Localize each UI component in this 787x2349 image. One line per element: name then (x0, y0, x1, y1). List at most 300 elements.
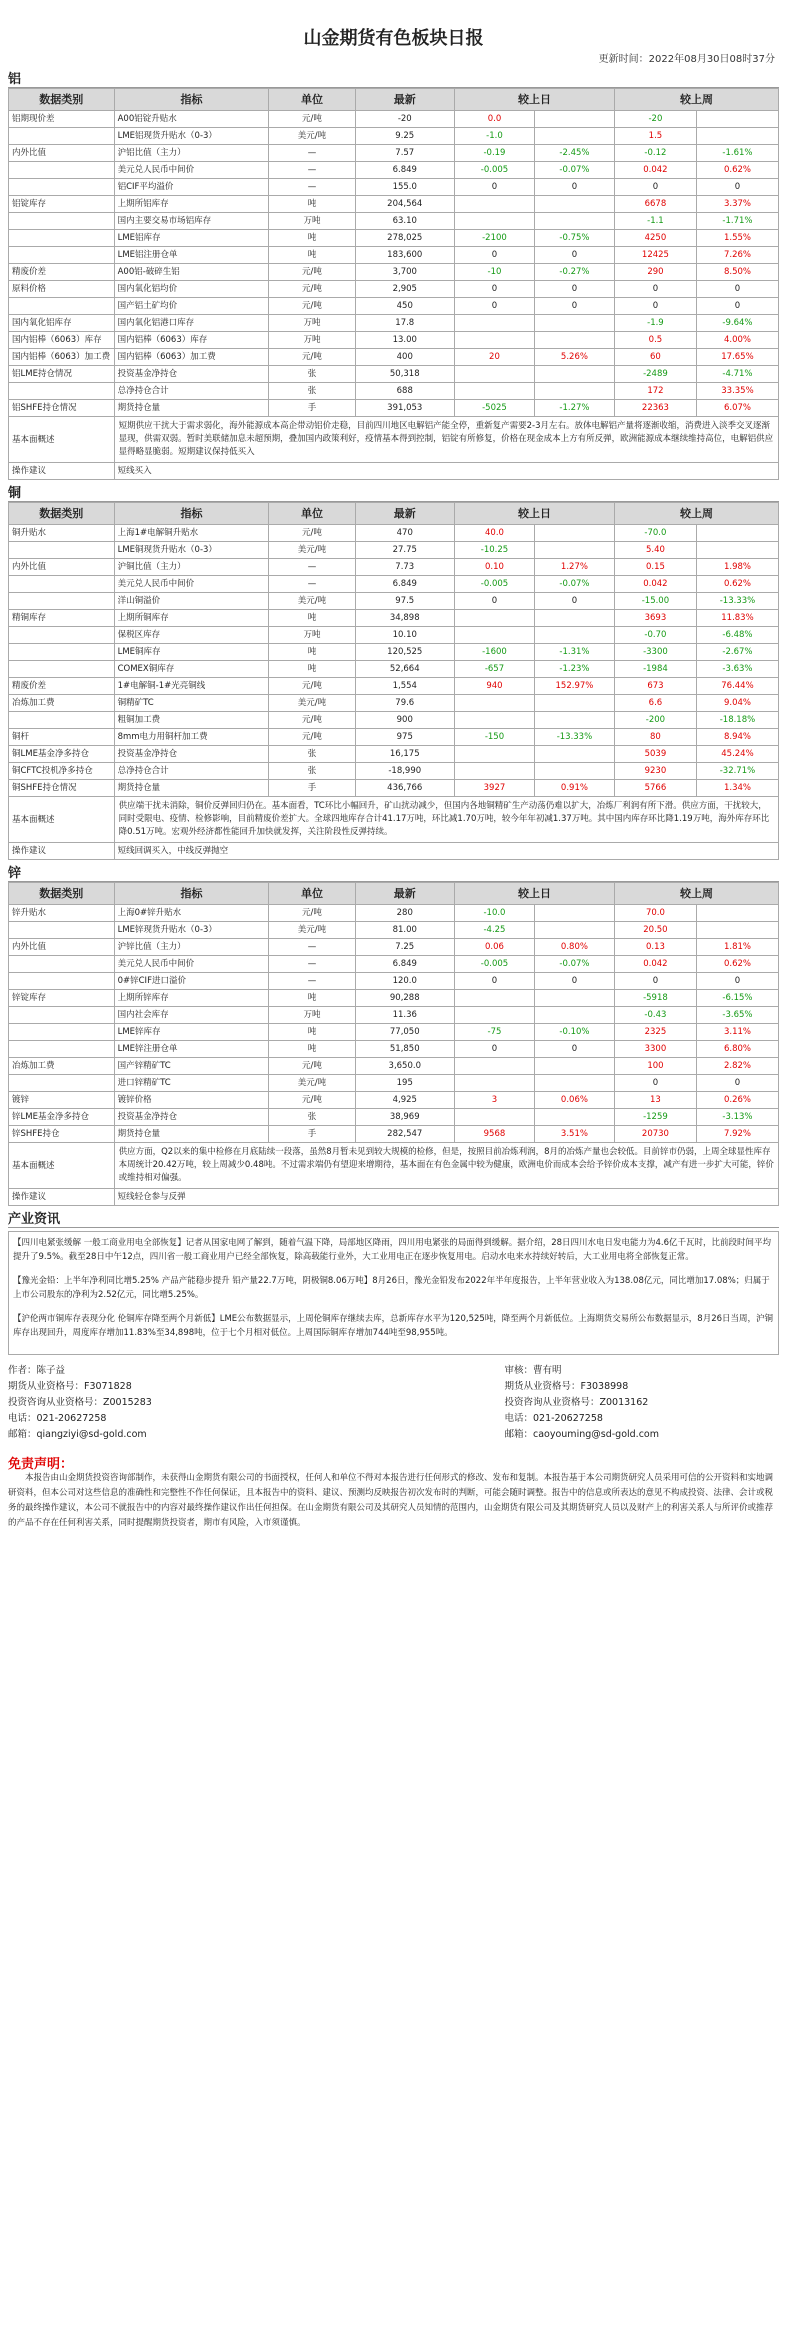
cell-latest: 204,564 (355, 196, 454, 213)
cell-unit: 元/吨 (269, 678, 355, 695)
cell-d1: -0.005 (454, 162, 534, 179)
cell-d2: -0.07% (534, 576, 614, 593)
cell-d2 (534, 1075, 614, 1092)
data-table (8, 88, 779, 480)
cell-d2: 152.97% (534, 678, 614, 695)
cell-w1: 0.042 (614, 576, 696, 593)
cell-d2 (534, 1058, 614, 1075)
cell-w2: 11.83% (696, 610, 778, 627)
cell-d2 (534, 315, 614, 332)
cell-w1: -1984 (614, 661, 696, 678)
cell-unit: 万吨 (269, 213, 355, 230)
advice-text: 短线回调买入，中线反弹抛空 (114, 843, 778, 860)
cell-latest: 7.73 (355, 559, 454, 576)
cell-d1: -0.005 (454, 576, 534, 593)
cell-d1 (454, 695, 534, 712)
cell-unit: 吨 (269, 1024, 355, 1041)
cell-unit: 吨 (269, 247, 355, 264)
cell-w2: -1.61% (696, 145, 778, 162)
cell-cat (9, 383, 115, 400)
cell-latest: 450 (355, 298, 454, 315)
cell-d1: -657 (454, 661, 534, 678)
cell-latest: 688 (355, 383, 454, 400)
cell-latest: 90,288 (355, 990, 454, 1007)
cell-w1: 6678 (614, 196, 696, 213)
cell-latest: 38,969 (355, 1109, 454, 1126)
cell-w1: 20.50 (614, 922, 696, 939)
cell-cat (9, 179, 115, 196)
cell-w2: -13.33% (696, 593, 778, 610)
cell-d2: -0.07% (534, 956, 614, 973)
cell-cat: 铜LME基金净多持仓 (9, 746, 115, 763)
cell-ind: LME铝库存 (114, 230, 269, 247)
cell-latest: 9.25 (355, 128, 454, 145)
cell-cat: 镀锌 (9, 1092, 115, 1109)
cell-unit: 美元/吨 (269, 593, 355, 610)
cell-w1: -70.0 (614, 525, 696, 542)
cell-d2 (534, 712, 614, 729)
cell-w1: 5039 (614, 746, 696, 763)
cell-d1: 0 (454, 593, 534, 610)
cell-cat (9, 213, 115, 230)
column-header: 数据类别 (9, 503, 115, 525)
table-row (9, 264, 779, 281)
column-header: 指标 (114, 89, 269, 111)
cell-cat: 内外比值 (9, 145, 115, 162)
cell-unit: 美元/吨 (269, 695, 355, 712)
cell-cat: 精铜库存 (9, 610, 115, 627)
table-row (9, 661, 779, 678)
cell-d1 (454, 1007, 534, 1024)
column-header: 较上日 (454, 503, 614, 525)
cell-w2: 0 (696, 973, 778, 990)
cell-cat: 冶炼加工费 (9, 695, 115, 712)
cell-d1 (454, 990, 534, 1007)
cell-ind: LME锌库存 (114, 1024, 269, 1041)
cell-w2 (696, 922, 778, 939)
cell-cat: 精废价差 (9, 678, 115, 695)
table-row (9, 593, 779, 610)
disclaimer-title: 免责声明： (8, 1457, 74, 1472)
cell-cat (9, 593, 115, 610)
cell-ind: 投资基金净持仓 (114, 366, 269, 383)
cell-w2: -4.71% (696, 366, 778, 383)
cell-w2: -2.67% (696, 644, 778, 661)
cell-w2: 0 (696, 281, 778, 298)
cell-w1: 3300 (614, 1041, 696, 1058)
cell-latest: 34,898 (355, 610, 454, 627)
cell-d1: -10.25 (454, 542, 534, 559)
cell-w1: 1.5 (614, 128, 696, 145)
cell-w2: 9.04% (696, 695, 778, 712)
cell-d1: 0 (454, 247, 534, 264)
column-header: 单位 (269, 503, 355, 525)
cell-d2: 1.27% (534, 559, 614, 576)
cell-latest: 77,050 (355, 1024, 454, 1041)
author-line: 期货从业资格号：F3071828 (8, 1381, 132, 1392)
cell-latest: 183,600 (355, 247, 454, 264)
cell-w1: 60 (614, 349, 696, 366)
cell-w1: 4250 (614, 230, 696, 247)
cell-w1: 2325 (614, 1024, 696, 1041)
cell-d2 (534, 542, 614, 559)
table-row (9, 644, 779, 661)
cell-w2: -1.71% (696, 213, 778, 230)
cell-d2 (534, 128, 614, 145)
table-row (9, 1007, 779, 1024)
cell-unit: 元/吨 (269, 111, 355, 128)
cell-unit: — (269, 973, 355, 990)
cell-cat: 铜CFTC投机净多持仓 (9, 763, 115, 780)
cell-w2: 4.00% (696, 332, 778, 349)
cell-ind: LME锌现货升贴水（0-3） (114, 922, 269, 939)
cell-d2: 0 (534, 973, 614, 990)
table-row (9, 627, 779, 644)
cell-cat (9, 542, 115, 559)
table-row (9, 111, 779, 128)
column-header: 指标 (114, 883, 269, 905)
cell-latest: 7.57 (355, 145, 454, 162)
cell-cat: 国内氧化铝库存 (9, 315, 115, 332)
cell-cat (9, 1007, 115, 1024)
cell-ind: 美元兑人民币中间价 (114, 956, 269, 973)
cell-w1: 0 (614, 179, 696, 196)
cell-d1 (454, 610, 534, 627)
cell-w2: -3.13% (696, 1109, 778, 1126)
cell-d1: -1.0 (454, 128, 534, 145)
cell-ind: 国内铝棒（6063）库存 (114, 332, 269, 349)
cell-cat: 锌升贴水 (9, 905, 115, 922)
table-row (9, 332, 779, 349)
cell-ind: 投资基金净持仓 (114, 1109, 269, 1126)
news-box (8, 1231, 779, 1355)
cell-w2: 2.82% (696, 1058, 778, 1075)
cell-w2 (696, 905, 778, 922)
cell-w2 (696, 128, 778, 145)
cell-unit: 吨 (269, 196, 355, 213)
column-header: 指标 (114, 503, 269, 525)
cell-ind: A00铝锭升贴水 (114, 111, 269, 128)
cell-ind: 国产锌精矿TC (114, 1058, 269, 1075)
cell-latest: 1,554 (355, 678, 454, 695)
table-row (9, 247, 779, 264)
cell-d1: -75 (454, 1024, 534, 1041)
cell-d2 (534, 111, 614, 128)
cell-w2: 0 (696, 298, 778, 315)
cell-w2: 7.92% (696, 1126, 778, 1143)
cell-d2: -0.75% (534, 230, 614, 247)
cell-unit: 美元/吨 (269, 128, 355, 145)
cell-ind: 镀锌价格 (114, 1092, 269, 1109)
cell-unit: — (269, 939, 355, 956)
cell-d2: -2.45% (534, 145, 614, 162)
cell-latest: 63.10 (355, 213, 454, 230)
column-header: 数据类别 (9, 883, 115, 905)
cell-w1: 6.6 (614, 695, 696, 712)
cell-w2: 17.65% (696, 349, 778, 366)
cell-ind: 期货持仓量 (114, 780, 269, 797)
cell-cat: 铝LME持仓情况 (9, 366, 115, 383)
cell-w2: 0 (696, 179, 778, 196)
cell-w2: 1.55% (696, 230, 778, 247)
cell-d1 (454, 1109, 534, 1126)
author-line: 电话：021-20627258 (504, 1413, 603, 1424)
cell-d1: -4.25 (454, 922, 534, 939)
author-line: 期货从业资格号：F3038998 (504, 1381, 629, 1392)
cell-d2: 3.51% (534, 1126, 614, 1143)
cell-d2: 0 (534, 281, 614, 298)
cell-latest: 391,053 (355, 400, 454, 417)
cell-ind: 上海0#锌升贴水 (114, 905, 269, 922)
cell-cat: 铜升贴水 (9, 525, 115, 542)
cell-latest: 50,318 (355, 366, 454, 383)
cell-w2 (696, 111, 778, 128)
table-row (9, 145, 779, 162)
cell-ind: 沪铜比值（主力） (114, 559, 269, 576)
cell-w2: 8.94% (696, 729, 778, 746)
column-header: 最新 (355, 503, 454, 525)
cell-latest: 975 (355, 729, 454, 746)
cell-latest: 278,025 (355, 230, 454, 247)
cell-w1: -5918 (614, 990, 696, 1007)
cell-w2: 1.81% (696, 939, 778, 956)
table-row (9, 542, 779, 559)
cell-d2 (534, 922, 614, 939)
cell-ind: 8mm电力用铜杆加工费 (114, 729, 269, 746)
cell-d1: 0 (454, 179, 534, 196)
table-row (9, 525, 779, 542)
cell-unit: 元/吨 (269, 1058, 355, 1075)
cell-cat: 铝SHFE持仓情况 (9, 400, 115, 417)
cell-d2: 0.91% (534, 780, 614, 797)
cell-d2: 0 (534, 179, 614, 196)
cell-latest: 52,664 (355, 661, 454, 678)
sections-container (8, 72, 779, 1206)
cell-w2: -3.65% (696, 1007, 778, 1024)
cell-unit: 吨 (269, 661, 355, 678)
cell-w1: 13 (614, 1092, 696, 1109)
cell-cat (9, 956, 115, 973)
cell-d2 (534, 746, 614, 763)
cell-ind: 国内氧化铝港口库存 (114, 315, 269, 332)
table-row (9, 349, 779, 366)
cell-unit: 张 (269, 366, 355, 383)
cell-cat: 铝锭库存 (9, 196, 115, 213)
cell-cat: 锌SHFE持仓 (9, 1126, 115, 1143)
cell-ind: LME铝注册仓单 (114, 247, 269, 264)
cell-cat: 锌LME基金净多持仓 (9, 1109, 115, 1126)
table-row (9, 695, 779, 712)
summary-text: 供应端干扰未消除，铜价反弹回归仍在。基本面看，TC环比小幅回升，矿山扰动减少，但国内各地铜精矿生产动荡仍难以扩大，冶炼厂利润有所下滑。供应方面，干扰较大，同时受限电、疫情、检修影响，目前精废价差扩大。全球四地库存合计41.17万吨，环比减1.70万吨，较今年年初减1.37万吨。其中国内库存环比降1.19万吨，海外库存环比降0.51万吨。宏观外经济都性能回升加快就发挥，关注阶段性反弹持续。 (114, 797, 778, 843)
cell-cat: 内外比值 (9, 939, 115, 956)
cell-ind: 粗铜加工费 (114, 712, 269, 729)
cell-w2: 76.44% (696, 678, 778, 695)
cell-d1: 0.10 (454, 559, 534, 576)
column-header: 较上周 (614, 89, 778, 111)
cell-ind: 进口锌精矿TC (114, 1075, 269, 1092)
cell-w2 (696, 542, 778, 559)
reviewer-info (505, 1363, 660, 1443)
cell-w2: -32.71% (696, 763, 778, 780)
cell-d1: 20 (454, 349, 534, 366)
cell-latest: 51,850 (355, 1041, 454, 1058)
cell-ind: 上期所铝库存 (114, 196, 269, 213)
cell-latest: 6.849 (355, 162, 454, 179)
cell-w1: 0.042 (614, 956, 696, 973)
table-row (9, 780, 779, 797)
cell-d2 (534, 610, 614, 627)
table-row (9, 1075, 779, 1092)
cell-cat (9, 128, 115, 145)
author-info (8, 1363, 152, 1443)
cell-d2 (534, 366, 614, 383)
cell-unit: 手 (269, 780, 355, 797)
cell-w2: 1.98% (696, 559, 778, 576)
report-title: 山金期货有色板块日报 (303, 28, 484, 49)
cell-w1: 673 (614, 678, 696, 695)
cell-d1 (454, 1075, 534, 1092)
cell-w1: -0.70 (614, 627, 696, 644)
cell-d1 (454, 746, 534, 763)
cell-ind: 铝CIF平均溢价 (114, 179, 269, 196)
table-row (9, 729, 779, 746)
cell-unit: 吨 (269, 610, 355, 627)
table-row (9, 383, 779, 400)
cell-unit: 元/吨 (269, 298, 355, 315)
cell-latest: 120,525 (355, 644, 454, 661)
cell-latest: 3,700 (355, 264, 454, 281)
cell-w1: 12425 (614, 247, 696, 264)
section-title: 锌 (8, 866, 779, 882)
cell-w2: 45.24% (696, 746, 778, 763)
cell-w2: 0.62% (696, 162, 778, 179)
cell-unit: 万吨 (269, 332, 355, 349)
cell-unit: 元/吨 (269, 1092, 355, 1109)
news-title: 产业资讯 (8, 1212, 779, 1228)
section-title: 铝 (8, 72, 779, 88)
summary-label: 基本面概述 (9, 417, 115, 463)
cell-w1: -0.43 (614, 1007, 696, 1024)
cell-latest: 97.5 (355, 593, 454, 610)
cell-d2: -0.07% (534, 162, 614, 179)
cell-latest: 13.00 (355, 332, 454, 349)
cell-d1: 0 (454, 1041, 534, 1058)
cell-latest: 280 (355, 905, 454, 922)
cell-w1: -200 (614, 712, 696, 729)
cell-w2: -6.15% (696, 990, 778, 1007)
cell-latest: 436,766 (355, 780, 454, 797)
cell-d2 (534, 213, 614, 230)
author-line: 邮箱：caoyouming@sd-gold.com (504, 1429, 659, 1440)
cell-cat: 铝期现价差 (9, 111, 115, 128)
cell-unit: — (269, 956, 355, 973)
cell-d2: 0.80% (534, 939, 614, 956)
cell-ind: 国内社会库存 (114, 1007, 269, 1024)
cell-d2: 0 (534, 247, 614, 264)
cell-d2 (534, 695, 614, 712)
table-row (9, 1092, 779, 1109)
table-row (9, 939, 779, 956)
cell-d2: 0 (534, 1041, 614, 1058)
cell-w2: 33.35% (696, 383, 778, 400)
cell-cat: 锌锭库存 (9, 990, 115, 1007)
cell-unit: — (269, 179, 355, 196)
table-row (9, 400, 779, 417)
cell-unit: 手 (269, 400, 355, 417)
cell-latest: 4,925 (355, 1092, 454, 1109)
table-row (9, 230, 779, 247)
cell-w2: 6.07% (696, 400, 778, 417)
cell-d1 (454, 332, 534, 349)
cell-d2: -1.23% (534, 661, 614, 678)
cell-d2: 0 (534, 593, 614, 610)
cell-d2 (534, 332, 614, 349)
cell-cat: 原料价格 (9, 281, 115, 298)
table-row (9, 315, 779, 332)
cell-cat (9, 247, 115, 264)
cell-ind: 期货持仓量 (114, 400, 269, 417)
cell-ind: LME锌注册仓单 (114, 1041, 269, 1058)
table-row (9, 559, 779, 576)
cell-ind: 0#锌CIF进口溢价 (114, 973, 269, 990)
author-line: 投资咨询从业资格号：Z0013162 (504, 1397, 649, 1408)
update-time: 更新时间：2022年08月30日08时37分 (598, 54, 775, 65)
cell-d1: -10 (454, 264, 534, 281)
cell-latest: 155.0 (355, 179, 454, 196)
cell-ind: 美元兑人民币中间价 (114, 162, 269, 179)
column-header: 较上日 (454, 883, 614, 905)
cell-d1: -5025 (454, 400, 534, 417)
cell-unit: 元/吨 (269, 905, 355, 922)
cell-d1 (454, 366, 534, 383)
cell-w1: 22363 (614, 400, 696, 417)
table-row (9, 1058, 779, 1075)
cell-w1: 5.40 (614, 542, 696, 559)
data-table (8, 882, 779, 1206)
cell-w2: -9.64% (696, 315, 778, 332)
cell-latest: -18,990 (355, 763, 454, 780)
cell-d1: 40.0 (454, 525, 534, 542)
cell-w2: 0.62% (696, 576, 778, 593)
cell-w2: 0.26% (696, 1092, 778, 1109)
table-row (9, 712, 779, 729)
cell-d1: -0.19 (454, 145, 534, 162)
cell-ind: 总净持仓合计 (114, 383, 269, 400)
cell-cat (9, 973, 115, 990)
cell-latest: 7.25 (355, 939, 454, 956)
cell-cat (9, 922, 115, 939)
section-title: 铜 (8, 486, 779, 502)
table-row (9, 990, 779, 1007)
cell-w1: 20730 (614, 1126, 696, 1143)
cell-d2 (534, 1109, 614, 1126)
table-row (9, 576, 779, 593)
column-header: 最新 (355, 89, 454, 111)
cell-unit: 万吨 (269, 627, 355, 644)
cell-w2: 6.80% (696, 1041, 778, 1058)
cell-w2: -18.18% (696, 712, 778, 729)
cell-d2: 0.06% (534, 1092, 614, 1109)
data-table (8, 502, 779, 860)
cell-d1: 940 (454, 678, 534, 695)
cell-cat (9, 230, 115, 247)
cell-w1: 5766 (614, 780, 696, 797)
cell-unit: 美元/吨 (269, 1075, 355, 1092)
cell-d1 (454, 383, 534, 400)
cell-ind: 上期所铜库存 (114, 610, 269, 627)
cell-ind: LME铝现货升贴水（0-3） (114, 128, 269, 145)
cell-unit: 元/吨 (269, 525, 355, 542)
